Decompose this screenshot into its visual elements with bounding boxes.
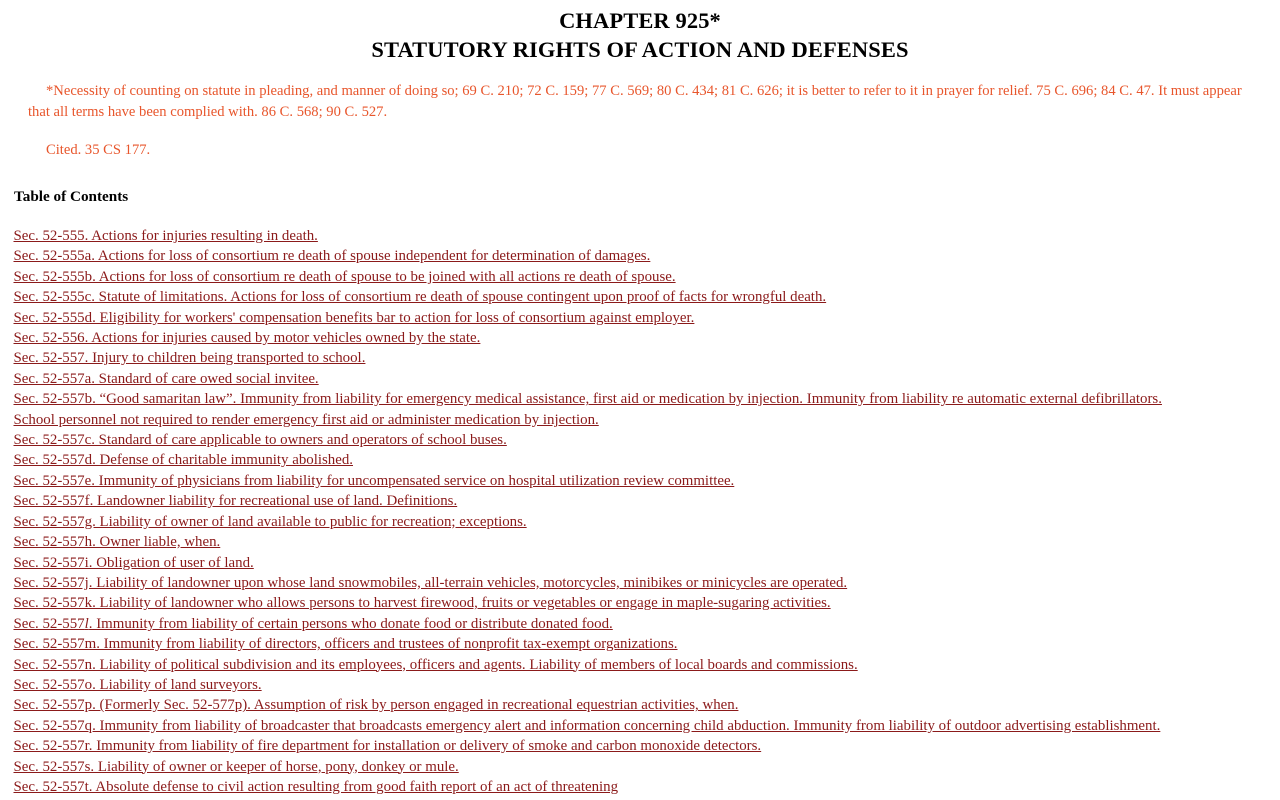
toc-list-item — [14, 757, 1266, 777]
toc-list-item — [14, 532, 1266, 552]
toc-list-item — [14, 308, 1266, 328]
toc-list-item — [14, 573, 1266, 593]
toc-link[interactable]: Sec. 52-555. Actions for injuries resulting in death. — [13, 228, 318, 244]
toc-link[interactable]: Sec. 52-557j. Liability of landowner upon whose land snowmobiles, all-terrain vehicles, motorcycles, minibikes or minicycles are operated. — [13, 574, 848, 591]
toc-link[interactable]: Sec. 52-557h. Owner liable, when. — [13, 534, 221, 551]
toc-link[interactable]: Sec. 52-557p. (Formerly Sec. 52-577p). Assumption of risk by person engaged in recreational equestrian activities, when. — [13, 697, 739, 714]
toc-link[interactable]: Sec. 52-557l. Immunity from liability of certain persons who donate food or distribute donated food. — [13, 615, 613, 632]
toc-link[interactable]: Sec. 52-555d. Eligibility for workers' compensation benefits bar to action for loss of consortium against employer. — [13, 309, 695, 326]
toc-link[interactable]: Sec. 52-555a. Actions for loss of consortium re death of spouse independent for determination of damages. — [13, 248, 651, 265]
toc-link[interactable]: Sec. 52-557g. Liability of owner of land available to public for recreation; exceptions. — [13, 513, 527, 530]
toc-link[interactable]: Sec. 52-557q. Immunity from liability of broadcaster that broadcasts emergency alert and information concerning child abduction. Immunity from liability of outdoor advertising establishment. — [13, 717, 1161, 734]
annotation-paragraph: *Necessity of counting on statute in pleading, and manner of doing so; 69 C. 210; 72 C. 159; 77 C. 569; 80 C. 434; 81 C. 626; it is better to refer to it in prayer for relief. 75 C. 696; 84 C. 47. It must appear that all terms have been complied with. 86 C. 568; 90 C. 527. — [28, 83, 1242, 120]
toc-list-item — [14, 675, 1266, 695]
toc-list-item — [14, 634, 1266, 654]
toc-link[interactable]: Sec. 52-557d. Defense of charitable immunity abolished. — [13, 452, 353, 469]
toc-link[interactable]: Sec. 52-557m. Immunity from liability of directors, officers and trustees of nonprofit tax-exempt organizations. — [13, 636, 678, 653]
toc-list-item — [14, 450, 1266, 470]
toc-list-item — [14, 471, 1266, 491]
toc-link[interactable]: Sec. 52-557n. Liability of political subdivision and its employees, officers and agents. Liability of members of local boards and commissions. — [13, 656, 858, 673]
toc-link[interactable]: Sec. 52-557o. Liability of land surveyors. — [13, 676, 262, 693]
toc-link[interactable]: Sec. 52-557c. Standard of care applicable to owners and operators of school buses. — [13, 432, 507, 449]
italic-subsection-letter: l — [84, 615, 89, 632]
toc-list-item — [14, 736, 1266, 756]
toc-link[interactable]: Sec. 52-555c. Statute of limitations. Actions for loss of consortium re death of spouse contingent upon proof of facts for wrongful death. — [13, 289, 827, 306]
toc-list-item — [14, 389, 1266, 430]
toc-link[interactable]: Sec. 52-557. Injury to children being transported to school. — [13, 350, 366, 367]
toc-list-item — [14, 430, 1266, 450]
toc-list-item — [14, 246, 1266, 266]
toc-list-item — [14, 226, 1266, 246]
toc-list-item — [14, 369, 1266, 389]
toc-link[interactable]: Sec. 52-557a. Standard of care owed social invitee. — [13, 370, 319, 387]
toc-list-item — [14, 614, 1266, 634]
table-of-contents-list — [14, 207, 1266, 797]
toc-link[interactable]: Sec. 52-557f. Landowner liability for recreational use of land. Definitions. — [13, 493, 458, 510]
toc-link[interactable]: Sec. 52-557i. Obligation of user of land. — [13, 554, 254, 571]
toc-list-item — [14, 777, 1266, 797]
toc-link[interactable]: Sec. 52-557k. Liability of landowner who allows persons to harvest firewood, fruits or vegetables or engage in maple-sugaring activities. — [13, 595, 831, 612]
table-of-contents-heading: Table of Contents — [14, 188, 129, 205]
toc-list-item — [14, 328, 1266, 348]
annotations-block — [14, 81, 1266, 161]
toc-list-item — [14, 287, 1266, 307]
toc-link[interactable]: Sec. 52-556. Actions for injuries caused by motor vehicles owned by the state. — [13, 330, 481, 347]
toc-link[interactable]: Sec. 52-557r. Immunity from liability of fire department for installation or delivery of smoke and carbon monoxide detectors. — [13, 738, 762, 755]
chapter-subtitle: STATUTORY RIGHTS OF ACTION AND DEFENSES — [371, 37, 909, 62]
chapter-title: CHAPTER 925* — [559, 8, 721, 33]
toc-list-item — [14, 553, 1266, 573]
toc-link[interactable]: Sec. 52-557b. “Good samaritan law”. Immunity from liability for emergency medical assistance, first aid or medication by injection. Immunity from liability re automatic external defibrillators. School personnel not required to render emergency first aid or administer medication by injection. — [13, 391, 1162, 428]
toc-list-item — [14, 267, 1266, 287]
toc-link[interactable]: Sec. 52-557s. Liability of owner or keeper of horse, pony, donkey or mule. — [13, 758, 459, 775]
toc-link[interactable]: Sec. 52-557t. Absolute defense to civil action resulting from good faith report of an act of threatening — [13, 778, 619, 795]
annotation-paragraph: Cited. 35 CS 177. — [46, 142, 151, 158]
toc-list-item — [14, 348, 1266, 368]
toc-list-item — [14, 512, 1266, 532]
toc-link[interactable]: Sec. 52-555b. Actions for loss of consortium re death of spouse to be joined with all actions re death of spouse. — [13, 268, 676, 285]
toc-link[interactable]: Sec. 52-557e. Immunity of physicians from liability for uncompensated service on hospital utilization review committee. — [13, 472, 735, 489]
toc-list-item — [14, 695, 1266, 715]
toc-list-item — [14, 716, 1266, 736]
toc-list-item — [14, 593, 1266, 613]
toc-list-item — [14, 491, 1266, 511]
toc-list-item — [14, 655, 1266, 675]
